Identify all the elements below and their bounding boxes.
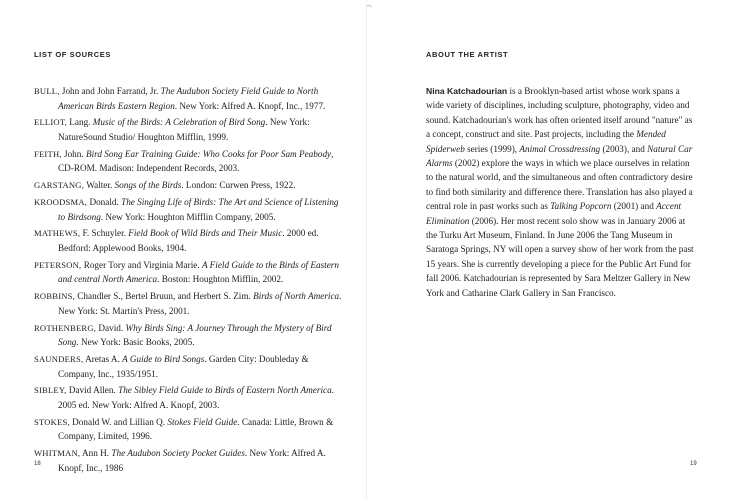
source-text: . New York: Alfred A. Knopf, Inc., 1986 bbox=[58, 448, 326, 473]
artist-bio bbox=[426, 84, 696, 300]
page-number-right: 19 bbox=[690, 461, 697, 467]
source-text: John and John Farrand, Jr. bbox=[59, 86, 161, 96]
source-title: The Singing Life of Birds: The Art and Science of Listening to Birdsong bbox=[58, 197, 339, 222]
left-page bbox=[0, 0, 366, 500]
source-entry bbox=[34, 446, 344, 475]
source-author: SIBLEY, bbox=[34, 385, 67, 396]
source-entry bbox=[34, 383, 344, 412]
source-text: Donald. bbox=[87, 197, 122, 208]
source-title: Birds of North America bbox=[253, 291, 340, 302]
source-text: . 2005 ed. New York: Alfred A. Knopf, 2003. bbox=[58, 385, 334, 410]
source-author: ROTHENBERG, bbox=[34, 322, 97, 333]
about-the-artist-heading: ABOUT THE ARTIST bbox=[426, 50, 509, 59]
source-text: David Allen. bbox=[66, 385, 119, 396]
project-title: Talking Popcorn bbox=[550, 201, 612, 212]
source-entry bbox=[34, 258, 344, 287]
source-title: The Sibley Field Guide to Birds of Eastern North America bbox=[118, 385, 332, 396]
source-title: The Audubon Society Pocket Guides bbox=[111, 448, 245, 459]
source-author: WHITMAN, bbox=[34, 448, 81, 459]
source-entry bbox=[34, 195, 344, 224]
artist-name: Nina Katchadourian bbox=[426, 86, 508, 96]
source-text: . New York: Alfred A. Knopf, Inc., 1977. bbox=[174, 100, 326, 111]
source-text: . 2000 ed. Bedford: Applewood Books, 1904. bbox=[58, 228, 319, 253]
bio-text: series (1999), bbox=[464, 143, 520, 154]
source-title: The Audubon Society Field Guide to North American Birds Eastern Region bbox=[58, 86, 319, 111]
bio-text: is a Brooklyn-based artist whose work spans a wide variety of disciplines, including sculpture, photography, video and sound. Katchadourian's work has often oriented itself around "nature" as a concept, construct and site. Past projects, including the bbox=[426, 86, 693, 140]
source-text: . London: Curwen Press, 1922. bbox=[181, 180, 296, 191]
source-text: Aretas A. bbox=[83, 354, 123, 365]
source-entry bbox=[34, 84, 344, 113]
source-author: FEITH, bbox=[34, 148, 62, 159]
source-text: . Boston: Houghton Mifflin, 2002. bbox=[157, 274, 284, 285]
list-of-sources-heading: LIST OF SOURCES bbox=[34, 50, 111, 59]
right-page bbox=[366, 0, 733, 500]
source-text: Roger Tory and Virginia Marie. bbox=[81, 259, 202, 270]
source-text: . New York: Basic Books, 2005. bbox=[76, 337, 195, 348]
source-title: Music of the Birds: A Celebration of Bird Song bbox=[92, 117, 266, 128]
bio-text: (2006). Her most recent solo show was in January 2006 at the Turku Art Museum, Finland. In June 2006 the Tang Museum in Saratoga Springs, NY will open a survey show of her work from the past 15 years. She is currently developing a piece for the Public Art Fund for fall 2006. Katchadourian is represented by Sara Meltzer Gallery in New York and Catharine Clark Gallery in San Francisco. bbox=[426, 215, 694, 298]
source-title: Stokes Field Guide bbox=[167, 416, 238, 427]
source-entry bbox=[34, 115, 344, 144]
source-author: STOKES, bbox=[34, 416, 70, 427]
source-entry bbox=[34, 178, 344, 193]
source-text: Chandler S., Bertel Bruun, and Herbert S. Zim. bbox=[75, 291, 254, 302]
source-title: Bird Song Ear Training Guide: Who Cooks for Poor Sam Peabody bbox=[85, 148, 332, 159]
page-number-left: 18 bbox=[34, 461, 41, 467]
sources-list bbox=[34, 84, 344, 478]
source-author: GARSTANG, bbox=[34, 180, 85, 191]
source-author: ELLIOT, bbox=[34, 117, 67, 128]
source-text: David. bbox=[96, 322, 126, 333]
source-text: . Garden City: Doubleday & Company, Inc., 1935/1951. bbox=[58, 354, 309, 379]
source-entry bbox=[34, 352, 344, 381]
bio-text: (2002) explore the ways in which we place ourselves in relation to the natural world, and the simultaneous and often contradictory desire to find both similarity and difference there. Translation has also played a central role in past works such as bbox=[426, 158, 693, 212]
project-title: Natural Car Alarms bbox=[426, 143, 693, 169]
source-entry bbox=[34, 415, 344, 444]
source-entry bbox=[34, 147, 344, 176]
source-text: Donald W. and Lillian Q. bbox=[69, 416, 168, 427]
source-author: PETERSON, bbox=[34, 259, 82, 270]
project-title: Animal Crossdressing bbox=[519, 143, 601, 154]
source-entry bbox=[34, 226, 344, 255]
source-text: F. Schuyler. bbox=[80, 228, 129, 239]
source-title: A Field Guide to the Birds of Eastern and central North America bbox=[58, 259, 339, 285]
source-title: Songs of the Birds bbox=[114, 180, 182, 191]
source-text: Walter. bbox=[84, 180, 115, 191]
bio-text: (2001) and bbox=[611, 201, 657, 212]
source-entry bbox=[34, 289, 344, 318]
source-text: . Canada: Little, Brown & Company, Limited, 1996. bbox=[58, 416, 334, 442]
project-title: Accent Elimination bbox=[426, 201, 682, 226]
source-text: . New York: Houghton Mifflin Company, 2005. bbox=[100, 211, 276, 222]
source-title: A Guide to Bird Songs bbox=[122, 354, 205, 365]
source-author: KROODSMA, bbox=[34, 197, 88, 208]
bio-text: (2003), and bbox=[600, 143, 648, 154]
source-text: Lang. bbox=[66, 117, 93, 128]
source-author: MATHEWS, bbox=[34, 228, 81, 239]
source-text: Ann H. bbox=[80, 448, 112, 459]
source-text: , CD-ROM. Madison: Independent Records, 2003. bbox=[58, 148, 334, 174]
source-author: ROBBINS, bbox=[34, 291, 75, 302]
source-author: BULL, bbox=[34, 86, 60, 96]
project-title: Mended Spiderweb bbox=[426, 129, 666, 154]
source-title: Field Book of Wild Birds and Their Music bbox=[128, 228, 283, 239]
source-text: John. bbox=[61, 148, 86, 159]
source-title: Why Birds Sing: A Journey Through the Mystery of Bird Song bbox=[58, 322, 332, 348]
source-text: . New York: St. Martin's Press, 2001. bbox=[58, 291, 342, 316]
source-entry bbox=[34, 321, 344, 350]
source-text: . New York: NatureSound Studio/ Houghton Mifflin, 1999. bbox=[58, 117, 310, 142]
source-author: SAUNDERS, bbox=[34, 354, 84, 365]
